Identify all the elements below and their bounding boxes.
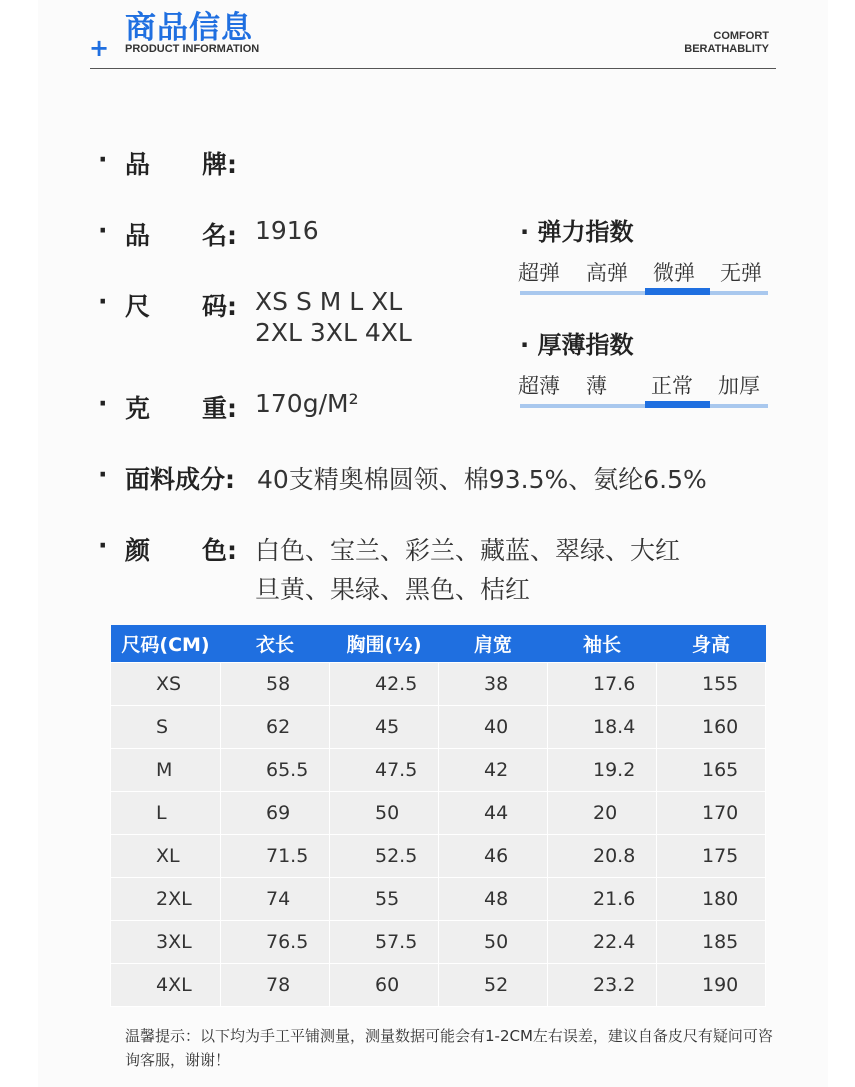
table-cell: 20 [548, 792, 657, 835]
thickness-options [520, 370, 768, 404]
thickness-selected-marker [645, 401, 710, 408]
table-row [111, 964, 766, 1007]
elasticity-bar [520, 291, 768, 295]
table-cell: 175 [657, 835, 766, 878]
table-cell: 47.5 [330, 749, 439, 792]
table-row [111, 706, 766, 749]
table-cell: 48 [439, 878, 548, 921]
table-cell: 44 [439, 792, 548, 835]
size-value-line-2: 2XL 3XL 4XL [255, 318, 412, 347]
table-cell: 2XL [111, 878, 221, 921]
table-cell: 180 [657, 878, 766, 921]
elasticity-option: 无弹 [720, 261, 762, 285]
fabric-label: 面料成分: [125, 465, 235, 494]
elasticity-option: 超弹 [518, 261, 560, 285]
table-cell: 190 [657, 964, 766, 1007]
label-char: 颜 [125, 536, 151, 565]
table-cell: 20.8 [548, 835, 657, 878]
table-cell: XS [111, 663, 221, 706]
table-cell: 42.5 [330, 663, 439, 706]
thickness-option: 正常 [651, 374, 693, 398]
table-cell: S [111, 706, 221, 749]
table-header: 尺码(CM) [111, 625, 221, 663]
color-value-line-2: 旦黄、果绿、黑色、桔红 [255, 575, 531, 604]
table-cell: 50 [439, 921, 548, 964]
measurement-note: 温馨提示：以下均为手工平铺测量，测量数据可能会有1-2CM左右误差，建议自备皮尺有疑问可咨询客服，谢谢！ [125, 1027, 773, 1069]
elasticity-option: 微弹 [653, 261, 695, 285]
label-char: 品 [125, 150, 151, 179]
size-table [110, 625, 766, 1007]
table-cell: 62 [221, 706, 330, 749]
table-cell: 46 [439, 835, 548, 878]
table-cell: 160 [657, 706, 766, 749]
table-header: 胸围(½) [330, 625, 439, 663]
label-char: 码: [202, 292, 237, 321]
label-char: 牌: [202, 150, 237, 179]
tagline-line-1: COMFORT [713, 30, 769, 42]
elasticity-index [520, 212, 768, 295]
table-cell: 65.5 [221, 749, 330, 792]
table-cell: 57.5 [330, 921, 439, 964]
table-cell: 78 [221, 964, 330, 1007]
table-cell: 55 [330, 878, 439, 921]
size-value-line-1: XS S M L XL [255, 287, 403, 316]
elasticity-option: 高弹 [586, 261, 628, 285]
bullet: · [98, 216, 108, 245]
table-row [111, 921, 766, 964]
table-row [111, 792, 766, 835]
thickness-index [520, 325, 768, 408]
table-cell: 185 [657, 921, 766, 964]
table-cell: 23.2 [548, 964, 657, 1007]
table-row [111, 749, 766, 792]
label-char: 色: [202, 536, 237, 565]
table-cell: 52.5 [330, 835, 439, 878]
table-cell: 155 [657, 663, 766, 706]
thickness-option: 加厚 [718, 374, 760, 398]
fabric-value: 40支精奥棉圆领、棉93.5%、氨纶6.5% [257, 465, 707, 494]
label-char: 品 [125, 221, 151, 250]
table-cell: 21.6 [548, 878, 657, 921]
elasticity-title: · 弹力指数 [520, 218, 634, 246]
table-cell: 17.6 [548, 663, 657, 706]
name-value: 1916 [255, 216, 319, 245]
section-subtitle: PRODUCT INFORMATION [125, 43, 260, 55]
section-title: 商品信息 [125, 10, 253, 46]
table-cell: L [111, 792, 221, 835]
table-cell: 170 [657, 792, 766, 835]
tagline-line-2: BERATHABLITY [684, 43, 769, 55]
table-header: 衣长 [221, 625, 330, 663]
label-char: 尺 [125, 292, 151, 321]
table-row [111, 663, 766, 706]
bullet: · [98, 145, 108, 174]
table-row [111, 878, 766, 921]
table-cell: 45 [330, 706, 439, 749]
table-cell: 69 [221, 792, 330, 835]
label-char: 克 [125, 394, 151, 423]
table-cell: XL [111, 835, 221, 878]
table-cell: 19.2 [548, 749, 657, 792]
table-header: 袖长 [548, 625, 657, 663]
thickness-option: 超薄 [518, 374, 560, 398]
table-header-row [111, 625, 766, 663]
thickness-option: 薄 [586, 374, 607, 398]
weight-value: 170g/M² [255, 389, 359, 418]
bullet: · [98, 460, 108, 489]
color-value-line-1: 白色、宝兰、彩兰、藏蓝、翠绿、大红 [255, 536, 681, 565]
elasticity-options [520, 257, 768, 291]
table-cell: 71.5 [221, 835, 330, 878]
thickness-bar [520, 404, 768, 408]
table-cell: 52 [439, 964, 548, 1007]
bullet: · [98, 287, 108, 316]
table-cell: 38 [439, 663, 548, 706]
table-cell: 42 [439, 749, 548, 792]
table-row [111, 835, 766, 878]
table-cell: M [111, 749, 221, 792]
elasticity-selected-marker [645, 288, 710, 295]
table-cell: 22.4 [548, 921, 657, 964]
table-cell: 40 [439, 706, 548, 749]
table-cell: 60 [330, 964, 439, 1007]
header-divider [90, 68, 776, 69]
table-cell: 74 [221, 878, 330, 921]
bullet: · [98, 389, 108, 418]
table-cell: 58 [221, 663, 330, 706]
label-char: 重: [202, 394, 237, 423]
table-cell: 4XL [111, 964, 221, 1007]
plus-icon: + [89, 34, 110, 62]
table-cell: 50 [330, 792, 439, 835]
table-cell: 3XL [111, 921, 221, 964]
thickness-title: · 厚薄指数 [520, 331, 634, 359]
bullet: · [98, 531, 108, 560]
table-header: 肩宽 [439, 625, 548, 663]
label-char: 名: [202, 221, 237, 250]
header-tagline [684, 30, 769, 56]
table-cell: 165 [657, 749, 766, 792]
table-cell: 18.4 [548, 706, 657, 749]
table-cell: 76.5 [221, 921, 330, 964]
table-header: 身高 [657, 625, 766, 663]
